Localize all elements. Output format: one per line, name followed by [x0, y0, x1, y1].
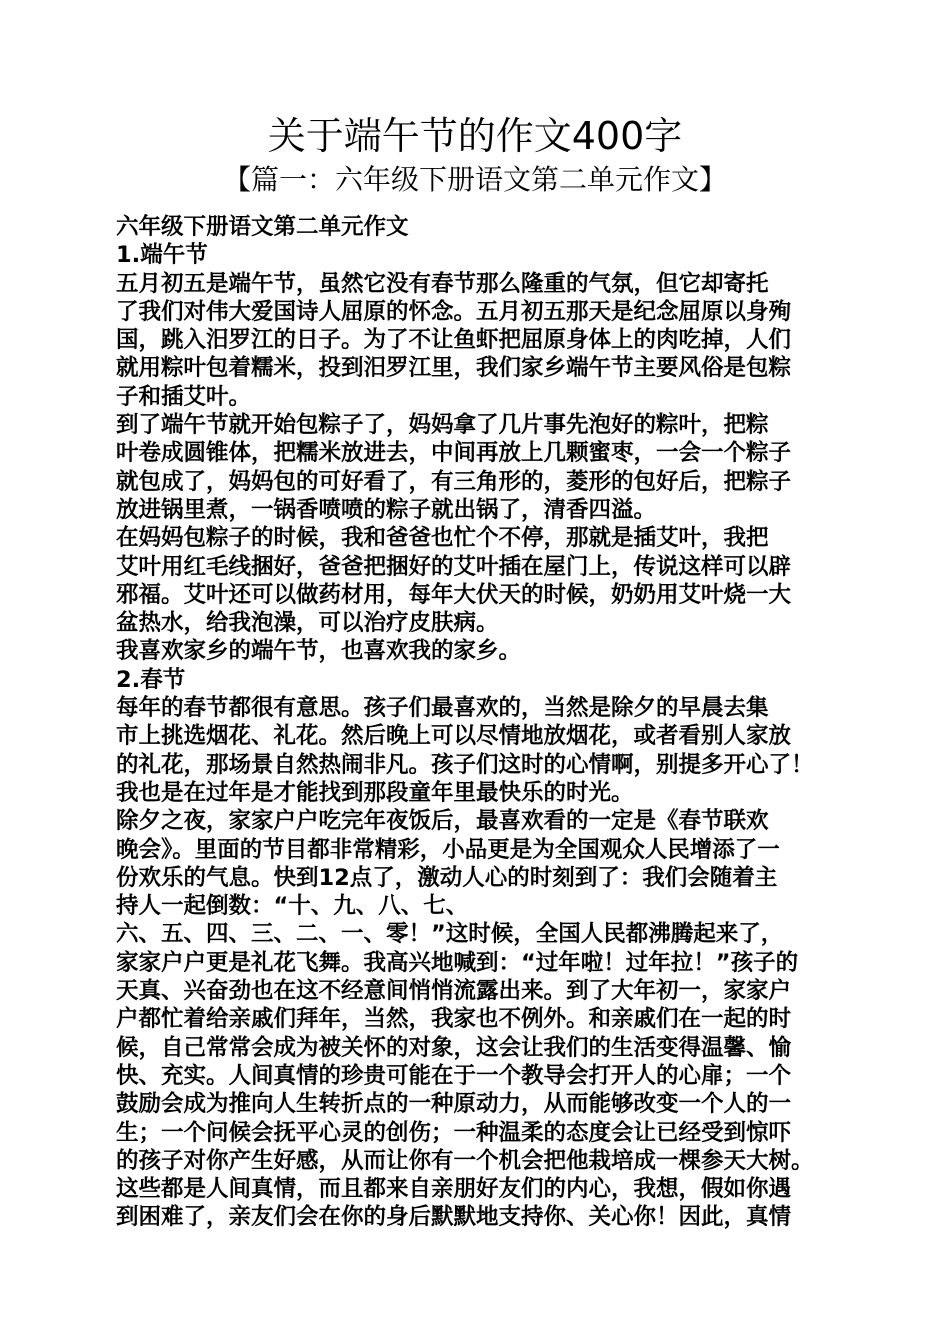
body-text-line: 在妈妈包粽子的时候，我和爸爸也忙个不停，那就是插艾叶，我把 [116, 525, 769, 552]
body-text-line: 了我们对伟大爱国诗人屈原的怀念。五月初五那天是纪念屈原以身殉 [116, 298, 792, 325]
body-text-line: 我喜欢家乡的端午节，也喜欢我的家乡。 [116, 638, 522, 665]
body-text-line: 快、充实。人间真情的珍贵可能在于一个教导会打开人的心扉；一个 [116, 1062, 792, 1089]
body-text-line: 1.端午节 [116, 242, 208, 269]
body-text-line: 邪福。艾叶还可以做药材用，每年大伏天的时候，奶奶用艾叶烧一大 [116, 581, 792, 608]
document-title: 关于端午节的作文400字 [267, 114, 683, 158]
body-text-line: 份欢乐的气息。快到12点了，激动人心的时刻到了：我们会随着主 [116, 864, 778, 891]
body-text-line: 我也是在过年是才能找到那段童年里最快乐的时光。 [116, 779, 634, 806]
body-text-line: 六、五、四、三、二、一、零！”这时候，全国人民都沸腾起来了， [116, 921, 784, 948]
body-text-line: 到了端午节就开始包粽子了，妈妈拿了几片事先泡好的粽叶，把粽 [116, 412, 769, 439]
body-text-line: 的孩子对你产生好感，从而让你有一个机会把他栽培成一棵参天大树。 [116, 1147, 814, 1174]
body-text-line: 就包成了，妈妈包的可好看了，有三角形的，菱形的包好后，把粽子 [116, 468, 792, 495]
body-text-line: 家家户户更是礼花飞舞。我高兴地喊到：“过年啦！过年拉！”孩子的 [116, 949, 799, 976]
body-text-line: 持人一起倒数：“十、九、八、七、 [116, 893, 469, 920]
body-text-line: 的礼花，那场景自然热闹非凡。孩子们这时的心情啊，别提多开心了！ [116, 751, 814, 778]
body-text-line: 国，跳入汨罗江的日子。为了不让鱼虾把屈原身体上的肉吃掉，人们 [116, 327, 792, 354]
body-text-line: 五月初五是端午节，虽然它没有春节那么隆重的气氛，但它却寄托 [116, 270, 769, 297]
body-text-line: 除夕之夜，家家户户吃完年夜饭后，最喜欢看的一定是《春节联欢 [116, 808, 769, 835]
body-text-line: 就用粽叶包着糯米，投到汨罗江里，我们家乡端午节主要风俗是包粽 [116, 355, 792, 382]
body-text-line: 艾叶用红毛线捆好，爸爸把捆好的艾叶插在屋门上，传说这样可以辟 [116, 553, 792, 580]
body-text-line: 候，自己常常会成为被关怀的对象，这会让我们的生活变得温馨、愉 [116, 1034, 792, 1061]
body-text-line: 每年的春节都很有意思。孩子们最喜欢的，当然是除夕的早晨去集 [116, 695, 769, 722]
body-text-line: 天真、兴奋劲也在这不经意间悄悄流露出来。到了大年初一，家家户 [116, 978, 792, 1005]
body-text-line: 市上挑选烟花、礼花。然后晚上可以尽情地放烟花，或者看别人家放 [116, 723, 792, 750]
document-body [116, 213, 846, 1232]
body-text-line: 盆热水，给我泡澡，可以治疗皮肤病。 [116, 610, 499, 637]
body-text-line: 这些都是人间真情，而且都来自亲朋好友们的内心，我想，假如你遇 [116, 1176, 792, 1203]
body-text-line: 放进锅里煮，一锅香喷喷的粽子就出锅了，清香四溢。 [116, 496, 657, 523]
body-text-line: 子和插艾叶。 [116, 383, 252, 410]
document-subtitle: 【篇一：六年级下册语文第二单元作文】 [222, 163, 727, 196]
body-text-line: 户都忙着给亲戚们拜年，当然，我家也不例外。和亲戚们在一起的时 [116, 1006, 792, 1033]
body-text-line: 鼓励会成为推向人生转折点的一种原动力，从而能够改变一个人的一 [116, 1091, 792, 1118]
body-text-line: 叶卷成圆锥体，把糯米放进去，中间再放上几颗蜜枣，一会一个粽子 [116, 440, 792, 467]
body-text-line: 晚会》。里面的节目都非常精彩，小品更是为全国观众人民增添了一 [116, 836, 780, 863]
body-text-line: 到困难了，亲友们会在你的身后默默地支持你、关心你！因此，真情 [116, 1204, 792, 1231]
body-text-line: 六年级下册语文第二单元作文 [116, 214, 409, 240]
body-text-line: 2.春节 [116, 666, 186, 693]
body-text-line: 生；一个问候会抚平心灵的创伤；一种温柔的态度会让已经受到惊吓 [116, 1119, 792, 1146]
